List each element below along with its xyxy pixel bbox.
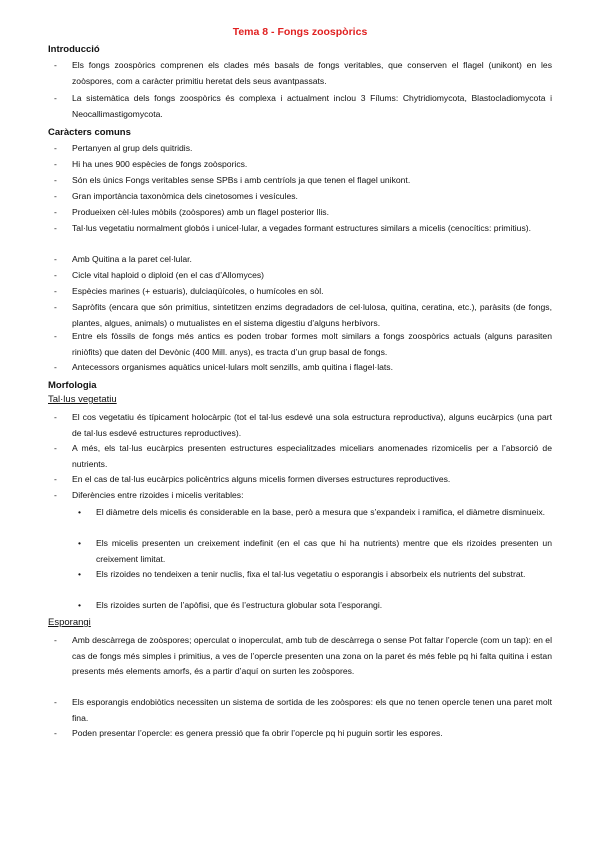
list-item (48, 410, 552, 441)
item-text: Poden presentar l’opercle: es genera pressió que fa obrir l’opercle pq hi puguin sortir les espores. (72, 728, 443, 738)
list-item (48, 360, 552, 376)
item-text: En el cas de tal·lus eucàrpics policèntrics alguns micelis formen diverses estructures reproductives. (72, 474, 451, 484)
item-text: Entre els fòssils de fongs més antics es poden trobar formes molt similars a fongs zoospòrics actuals (alguns parasiten riniòfits) que daten del Devònic (400 Mill. anys), es tracta d’un grup basal de fongs. (72, 331, 552, 357)
dash-marker: - (54, 191, 57, 201)
dash-marker: - (54, 728, 57, 738)
item-text: El cos vegetatiu és típicament holocàrpic (tot el tal·lus esdevé una sola estructura reproductiva), alguns eucàrpics (una part de tal·lus esdevé estructures reproductives). (72, 412, 552, 438)
item-text: La sistemàtica dels fongs zoospòrics és complexa i actualment inclou 3 Fílums: Chytridiomycota, Blastocladiomycota i Neocallimastigomycota. (72, 93, 552, 119)
list-item (48, 173, 552, 189)
list-item (48, 205, 552, 221)
list-item (48, 284, 552, 300)
bullet-item (72, 536, 552, 567)
item-text: Pertanyen al grup dels quitridis. (72, 143, 193, 153)
item-text: Gran importància taxonòmica dels cinetosomes i vesícules. (72, 191, 298, 201)
dash-marker: - (54, 254, 57, 264)
list-item (48, 300, 552, 331)
bullet-item (72, 505, 552, 521)
item-text: Tal·lus vegetatiu normalment globós i unicel·lular, a vegades formant estructures similars a micelis (cenocítics: primitius). (72, 223, 531, 233)
dash-marker: - (54, 443, 57, 453)
dash-marker: - (54, 175, 57, 185)
dash-marker: - (54, 635, 57, 645)
dash-marker: - (54, 159, 57, 169)
item-text: Són els únics Fongs veritables sense SPBs i amb centríols ja que tenen el flagel unikont. (72, 175, 411, 185)
list-item (48, 252, 552, 268)
dash-marker: - (54, 490, 57, 500)
dash-marker: - (54, 362, 57, 372)
list-item (48, 157, 552, 173)
item-text: Els fongs zoospòrics comprenen els clades més basals de fongs veritables, que conserven el flagel (unikont) en les zoòspores, com a caràcter primitiu heretat dels seus avantpassats. (72, 60, 552, 86)
dash-marker: - (54, 60, 57, 70)
dash-marker: - (54, 207, 57, 217)
item-text: Produeixen cèl·lules mòbils (zoòspores) amb un flagel posterior llis. (72, 207, 329, 217)
dash-marker: - (54, 286, 57, 296)
bullet-marker: • (78, 507, 82, 517)
dash-marker: - (54, 412, 57, 422)
list-item (48, 221, 552, 237)
bullet-item (72, 567, 552, 583)
item-text: Amb descàrrega de zoòspores; operculat o inoperculat, amb tub de descàrrega o sense Pot faltar l’opercle (com un tap): en el cas de fongs més simples i primitius, a ves de l’opercle presenten una zona on la paret és més feble pq hi falta quitina i estan presents més elements amorfs, és a partir d’aquí on surten les zoòspores. (72, 635, 552, 676)
list-item (48, 726, 552, 742)
item-text: Els rizoides surten de l’apòfisi, que és l’estructura globular sota l’esporangi. (96, 600, 383, 610)
bullet-item (72, 598, 552, 614)
subheading-esporangi: Esporangi (48, 617, 91, 628)
heading-morfologia: Morfologia (48, 380, 97, 391)
item-text: Els micelis presenten un creixement indefinit (en el cas que hi ha nutrients) mentre que els rizoides presenten un creixement limitat. (96, 538, 552, 564)
dash-marker: - (54, 474, 57, 484)
list-item (48, 695, 552, 726)
list-item (48, 58, 552, 89)
dash-marker: - (54, 270, 57, 280)
dash-marker: - (54, 143, 57, 153)
dash-marker: - (54, 302, 57, 312)
list-item (48, 472, 552, 488)
item-text: Cicle vital haploid o diploid (en el cas d’Allomyces) (72, 270, 265, 280)
list-item (48, 329, 552, 360)
bullet-marker: • (78, 600, 82, 610)
subheading-talus-vegetatiu: Tal·lus vegetatiu (48, 394, 117, 405)
item-text: A més, els tal·lus eucàrpics presenten estructures especialitzades miceliars anomenades rizomicelis per a l’absorció de nutrients. (72, 443, 552, 469)
heading-introduccio: Introducció (48, 44, 100, 55)
heading-caracters-comuns: Caràcters comuns (48, 127, 131, 138)
item-text: Els rizoides no tendeixen a tenir nuclis, fixa el tal·lus vegetatiu o esporangis i absorbeix els nutrients del substrat. (96, 569, 526, 579)
bullet-marker: • (78, 569, 82, 579)
item-text: Hi ha unes 900 espècies de fongs zoòsporics. (72, 159, 248, 169)
list-item (48, 441, 552, 472)
item-text: Amb Quitina a la paret cel·lular. (72, 254, 192, 264)
list-item (48, 633, 552, 680)
dash-marker: - (54, 331, 57, 341)
dash-marker: - (54, 93, 57, 103)
item-text: Els esporangis endobiòtics necessiten un sistema de sortida de les zoòspores: els que no tenen opercle tenen una paret molt fina. (72, 697, 552, 723)
dash-marker: - (54, 697, 57, 707)
item-text: El diàmetre dels micelis és considerable en la base, però a mesura que s’expandeix i ramifica, el diàmetre disminueix. (96, 507, 546, 517)
list-item (48, 268, 552, 284)
list-item (48, 141, 552, 157)
item-text: Sapròfits (encara que són primitius, sintetitzen enzims degradadors de cel·lulosa, quitina, ceratina, etc.), paràsits (de fongs, plantes, algues, animals) o mutualistes en el sistema digestiu d’alguns herbívors. (72, 302, 552, 328)
item-text: Diferències entre rizoides i micelis veritables: (72, 490, 244, 500)
item-text: Espècies marines (+ estuaris), dulciaqüícoles, o humícoles en sòl. (72, 286, 324, 296)
bullet-marker: • (78, 538, 82, 548)
list-item (48, 189, 552, 205)
list-item (48, 91, 552, 122)
dash-marker: - (54, 223, 57, 233)
item-text: Antecessors organismes aquàtics unicel·lulars molt senzills, amb quitina i flagel·lats. (72, 362, 393, 372)
list-item (48, 488, 552, 504)
document-title: Tema 8 - Fongs zoospòrics (232, 26, 368, 38)
